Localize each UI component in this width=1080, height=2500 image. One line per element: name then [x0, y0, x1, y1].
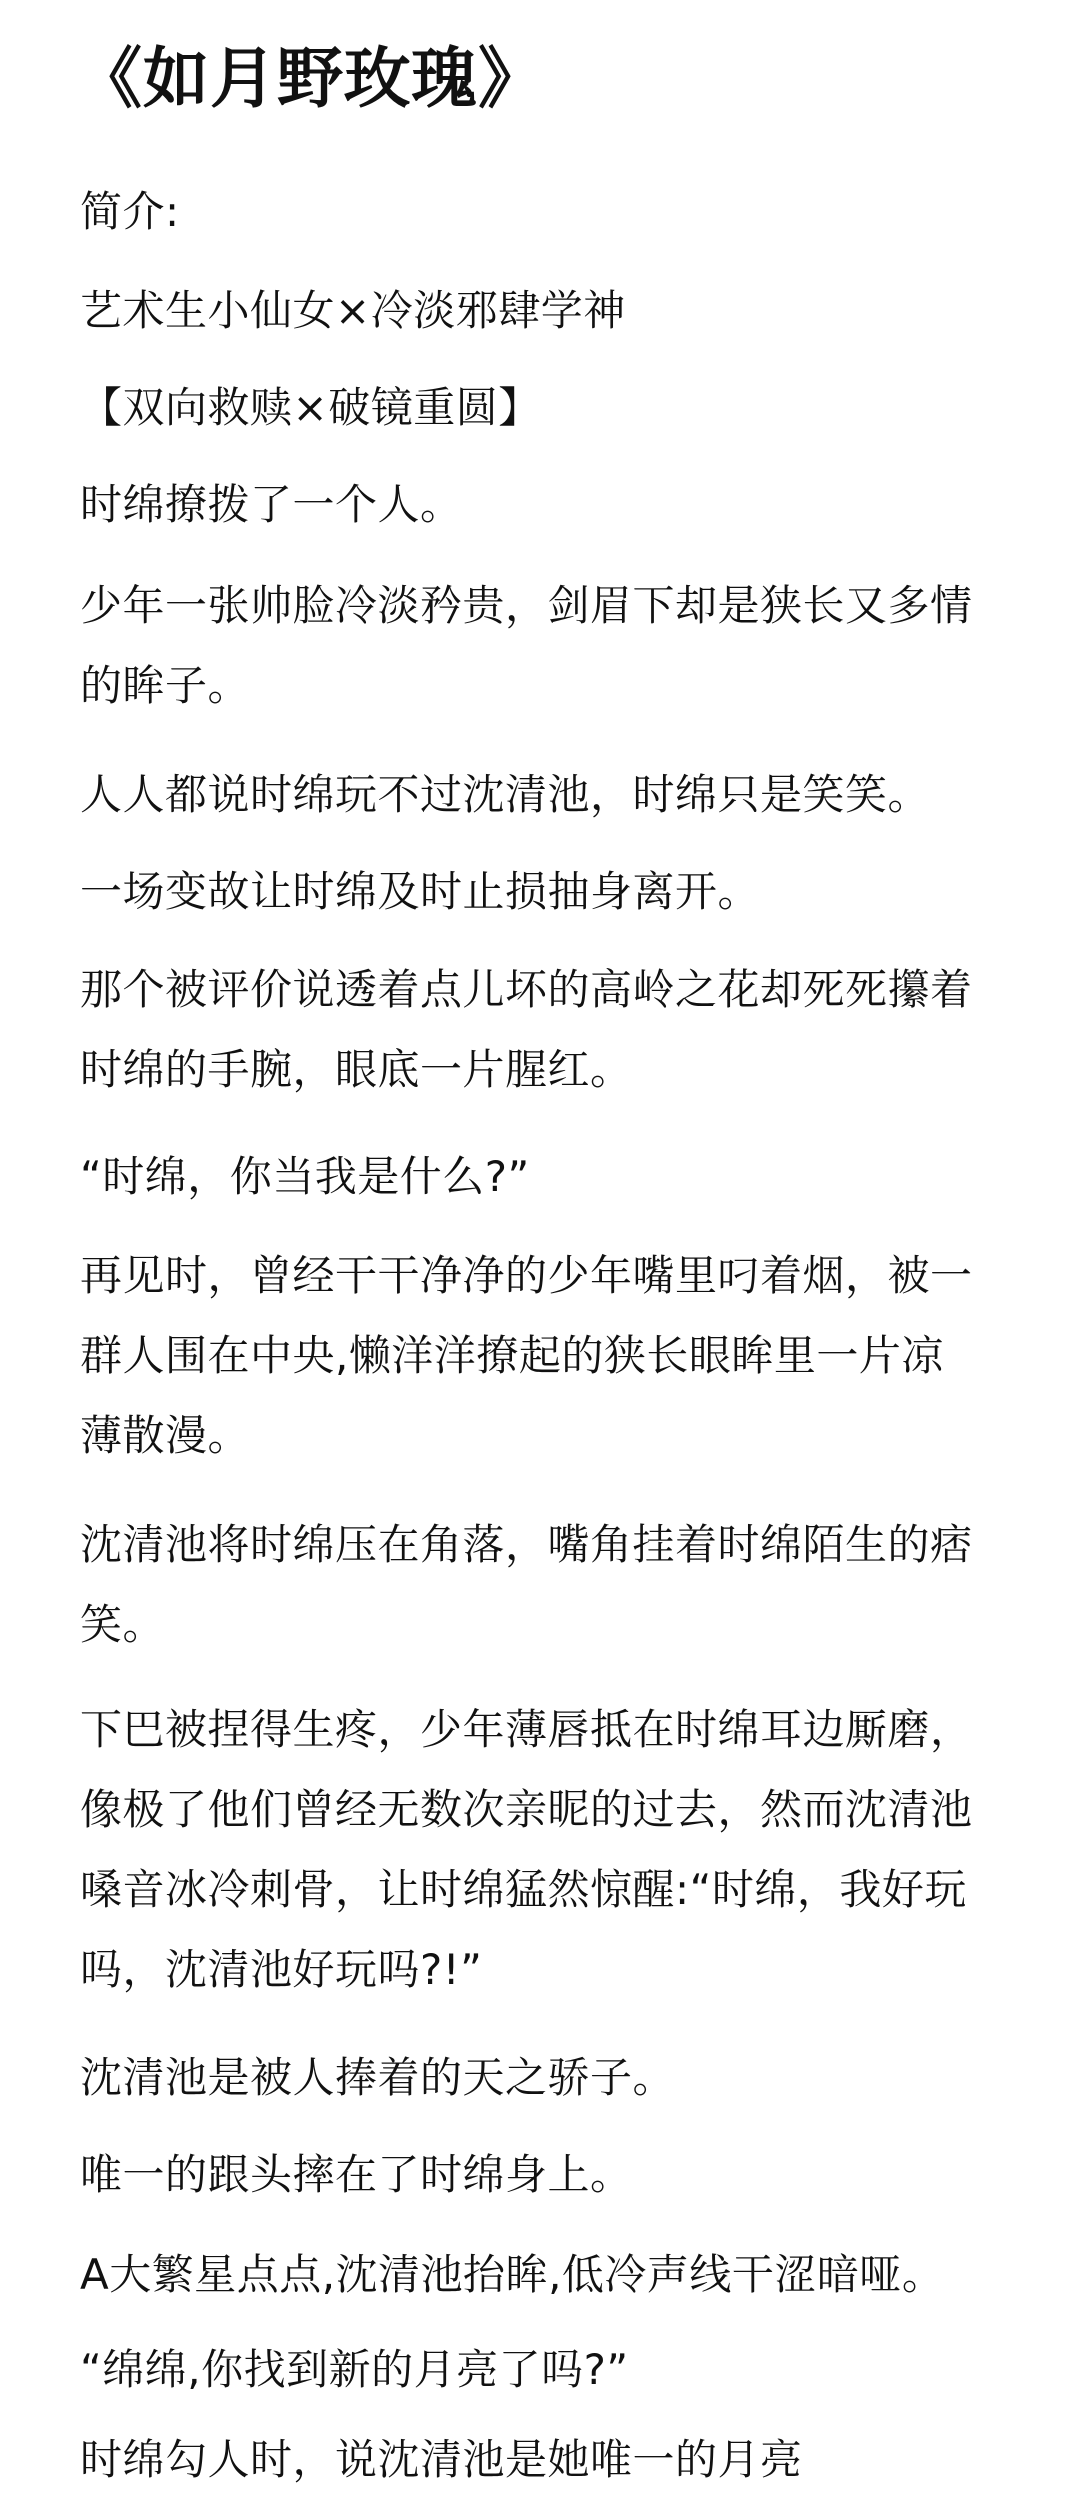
paragraph-line: 的眸子。	[80, 661, 251, 710]
paragraph-line: 时绵的手腕，眼底一片腥红。	[80, 1045, 633, 1094]
paragraph-line: 沈清池是被人捧着的天之骄子。	[80, 2053, 676, 2102]
paragraph-text	[80, 2135, 633, 2215]
paragraph-text	[80, 1690, 973, 2010]
paragraph-line: 再见时，曾经干干净净的少年嘴里叼着烟，被一	[80, 1251, 973, 1300]
paragraph-text	[80, 2420, 803, 2500]
paragraph-line: 【双向救赎×破镜重圆】	[80, 383, 541, 432]
paragraph-intro-label	[80, 172, 180, 252]
paragraph-line: “时绵，你当我是什么?”	[80, 1152, 530, 1201]
paragraph-line: 吗，沈清池好玩吗?!”	[80, 1945, 483, 1994]
paragraph-line: 时绵勾人时，说沈清池是她唯一的月亮	[80, 2435, 803, 2484]
book-title: 《如月野玫瑰》	[76, 40, 545, 117]
paragraph-line: 像极了他们曾经无数次亲昵的过去，然而沈清池	[80, 1785, 973, 1834]
paragraph-line: 笑。	[80, 1600, 166, 1649]
paragraph-line: 沈清池将时绵压在角落，嘴角挂着时绵陌生的痞	[80, 1520, 973, 1569]
paragraph-quote	[80, 2330, 629, 2410]
paragraph-line: “绵绵,你找到新的月亮了吗?”	[80, 2345, 629, 2394]
paragraph-line: 少年一张帅脸冷淡矜贵，剑眉下却是狭长又多情	[80, 581, 973, 630]
paragraph-text	[80, 755, 930, 835]
paragraph-line: 唯一的跟头摔在了时绵身上。	[80, 2150, 633, 2199]
paragraph-line: A大繁星点点,沈清池抬眸,低冷声线干涩暗哑。	[80, 2250, 945, 2299]
paragraph-line: 群人围在中央,懒洋洋撩起的狭长眼眸里一片凉	[80, 1331, 944, 1380]
paragraph-text	[80, 465, 463, 545]
paragraph-text	[80, 2235, 944, 2315]
paragraph-text	[80, 2038, 675, 2118]
paragraph-text	[80, 1236, 973, 1476]
paragraph-text	[80, 1505, 973, 1665]
paragraph-quote	[80, 1137, 530, 1217]
paragraph-line: 艺术生小仙女×冷淡邪肆学神	[80, 286, 626, 335]
paragraph-line: 简介:	[80, 187, 180, 236]
paragraph-tagline	[80, 271, 626, 351]
paragraph-text	[80, 852, 760, 932]
paragraph-line: 人人都说时绵玩不过沈清池，时绵只是笑笑。	[80, 770, 931, 819]
paragraph-tags	[80, 368, 541, 448]
paragraph-line: 下巴被捏得生疼，少年薄唇抵在时绵耳边厮磨，	[80, 1705, 973, 1754]
paragraph-text	[80, 950, 973, 1110]
paragraph-line: 那个被评价说透着点儿坏的高岭之花却死死攥着	[80, 965, 973, 1014]
paragraph-line: 嗓音冰冷刺骨，让时绵猛然惊醒:“时绵，我好玩	[80, 1865, 967, 1914]
paragraph-text	[80, 566, 973, 726]
paragraph-line: 一场变故让时绵及时止损抽身离开。	[80, 867, 761, 916]
paragraph-line: 薄散漫。	[80, 1411, 251, 1460]
paragraph-line: 时绵撩拨了一个人。	[80, 480, 463, 529]
